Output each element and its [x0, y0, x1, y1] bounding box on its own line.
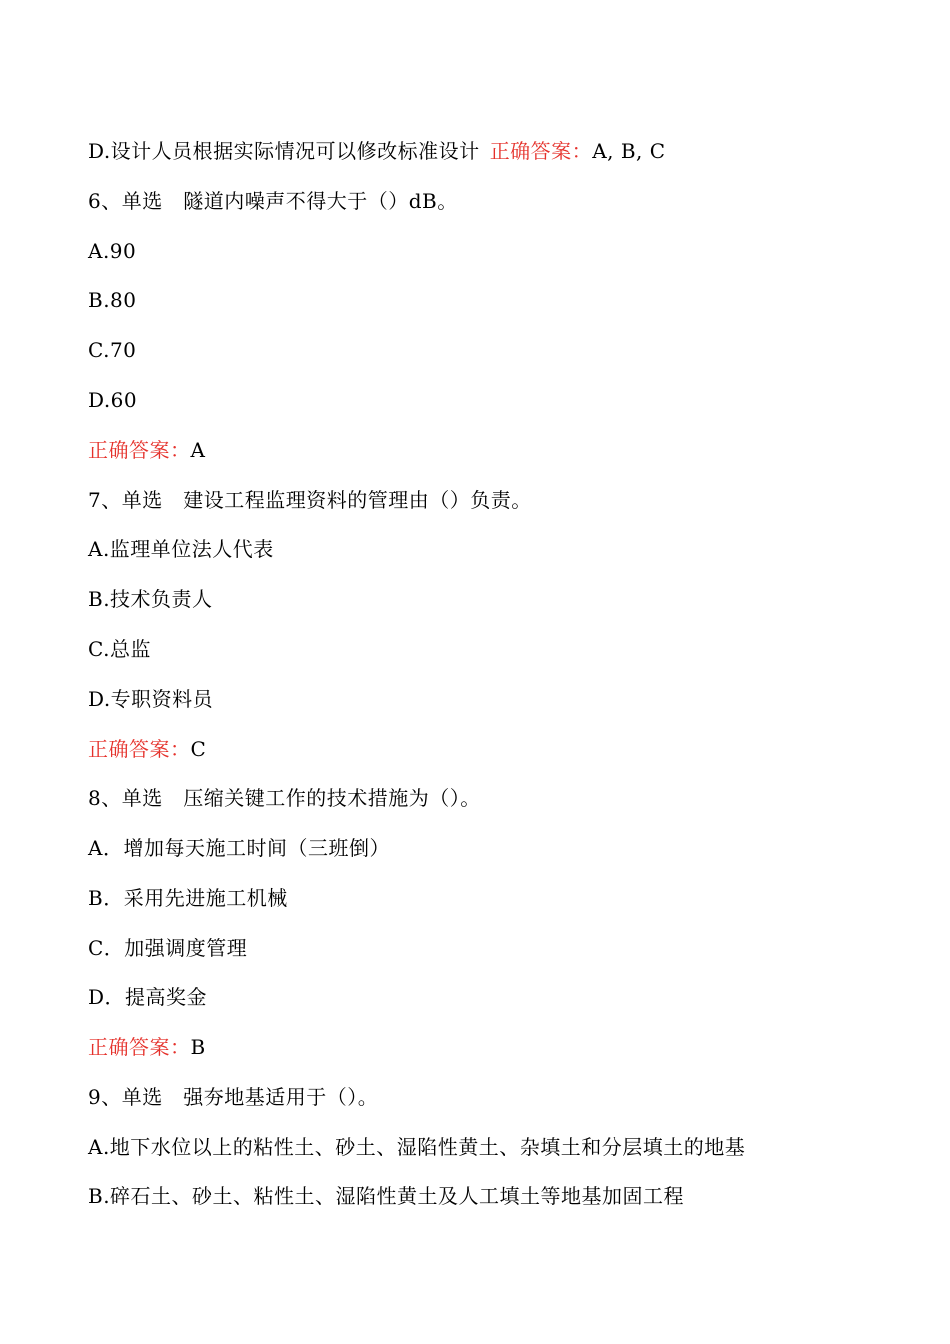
answer-value-6: A: [190, 438, 206, 462]
option-8a: A．增加每天施工时间（三班倒）: [88, 836, 390, 860]
option-8d: D．提高奖金: [88, 985, 208, 1009]
answer-value-7: C: [190, 737, 207, 761]
question-8: 8、单选 压缩关键工作的技术措施为（）。: [88, 786, 481, 810]
answer-7: [88, 734, 206, 764]
answer-label-7: 正确答案：: [88, 737, 191, 761]
answer-6: [88, 435, 205, 465]
option-5d-text: D.设计人员根据实际情况可以修改标准设计: [88, 139, 480, 163]
answer-8: [88, 1032, 206, 1062]
option-6b: B.80: [88, 288, 137, 312]
answer-label-6: 正确答案：: [88, 438, 191, 462]
option-6a: A.90: [88, 239, 137, 263]
answer-label-8: 正确答案：: [88, 1035, 191, 1059]
option-7a: A.监理单位法人代表: [88, 537, 274, 561]
answer-value-8: B: [190, 1035, 206, 1059]
option-7d: D.专职资料员: [88, 687, 214, 711]
answer-value-5: A, B, C: [592, 139, 666, 163]
answer-label-5: 正确答案：: [489, 139, 593, 163]
option-5d: [88, 136, 666, 166]
option-6d: D.60: [88, 388, 138, 412]
question-6: 6、单选 隧道内噪声不得大于（）dB。: [88, 189, 458, 213]
option-8b: B．采用先进施工机械: [88, 886, 288, 910]
option-7b: B.技术负责人: [88, 587, 213, 611]
option-9a: A.地下水位以上的粘性土、砂土、湿陷性黄土、杂填土和分层填土的地基: [88, 1135, 746, 1159]
option-8c: C．加强调度管理: [88, 936, 248, 960]
option-9b: B.碎石土、砂土、粘性土、湿陷性黄土及人工填土等地基加固工程: [88, 1184, 685, 1208]
question-7: 7、单选 建设工程监理资料的管理由（）负责。: [88, 488, 532, 512]
question-9: 9、单选 强夯地基适用于（）。: [88, 1085, 379, 1109]
option-7c: C.总监: [88, 637, 151, 661]
option-6c: C.70: [88, 338, 137, 362]
